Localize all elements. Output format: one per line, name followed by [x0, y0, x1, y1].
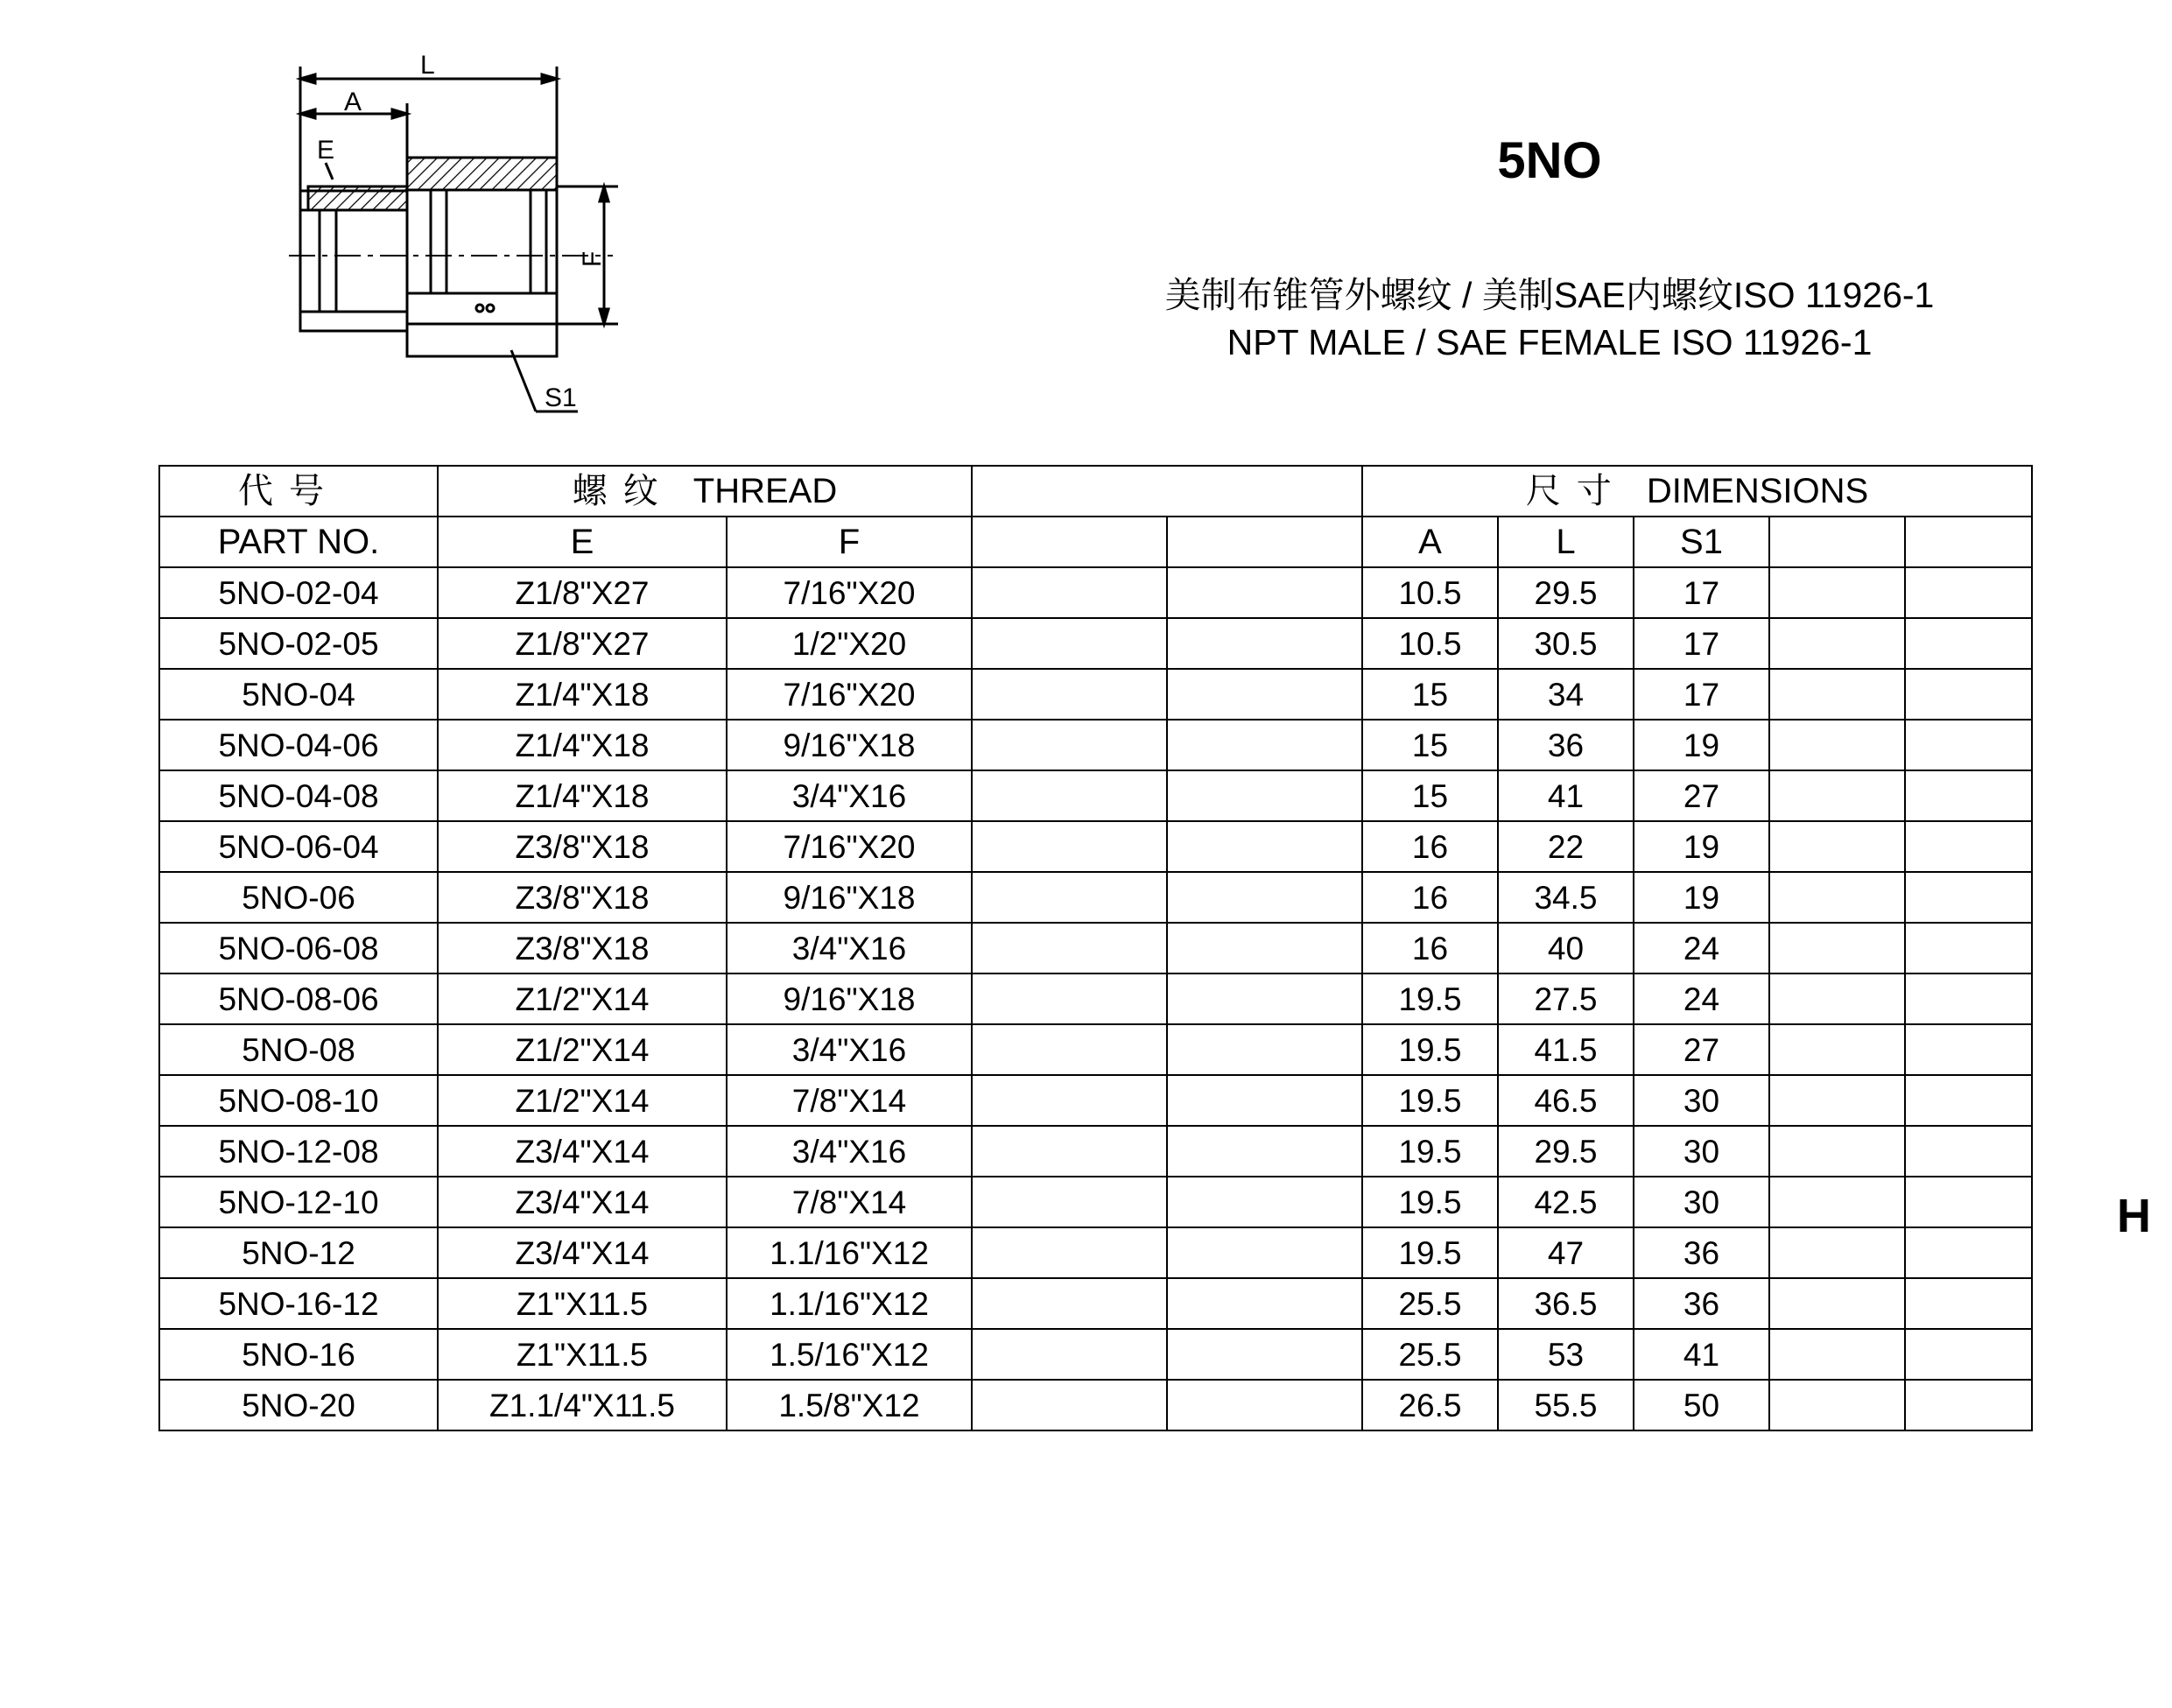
table-header-row-1 — [159, 466, 2032, 517]
cell-empty — [1769, 720, 1905, 770]
cell-empty — [972, 770, 1167, 821]
cell-empty — [1167, 1075, 1362, 1126]
cell-empty — [1905, 923, 2032, 973]
cell-part: 5NO-02-05 — [159, 618, 438, 669]
cell-a: 16 — [1362, 923, 1498, 973]
cell-empty — [1167, 1177, 1362, 1227]
table-row — [159, 1329, 2032, 1380]
cell-empty — [1769, 1075, 1905, 1126]
cell-empty — [1167, 923, 1362, 973]
subtitle-english: NPT MALE / SAE FEMALE ISO 11926-1 — [1227, 322, 1873, 362]
cell-f: 1.5/8"X12 — [727, 1380, 972, 1430]
cell-e: Z1/4"X18 — [438, 669, 727, 720]
cell-f: 3/4"X16 — [727, 1126, 972, 1177]
cell-f: 7/16"X20 — [727, 567, 972, 618]
cell-empty — [1769, 1329, 1905, 1380]
cell-s1: 24 — [1634, 973, 1769, 1024]
cell-empty — [1167, 1024, 1362, 1075]
cell-empty — [1905, 1126, 2032, 1177]
cell-f: 7/16"X20 — [727, 669, 972, 720]
cell-empty — [972, 872, 1167, 923]
table-row — [159, 1177, 2032, 1227]
cell-s1: 19 — [1634, 821, 1769, 872]
cell-empty — [972, 973, 1167, 1024]
cell-empty — [1769, 1177, 1905, 1227]
cell-empty — [972, 1126, 1167, 1177]
cell-f: 3/4"X16 — [727, 923, 972, 973]
cell-s1: 30 — [1634, 1126, 1769, 1177]
cell-a: 26.5 — [1362, 1380, 1498, 1430]
cell-empty — [1167, 1380, 1362, 1430]
cell-l: 42.5 — [1498, 1177, 1634, 1227]
cell-empty — [1905, 821, 2032, 872]
cell-e: Z3/8"X18 — [438, 872, 727, 923]
cell-a: 10.5 — [1362, 618, 1498, 669]
cell-part: 5NO-12-08 — [159, 1126, 438, 1177]
table-row — [159, 1024, 2032, 1075]
cell-l: 36 — [1498, 720, 1634, 770]
cell-l: 34.5 — [1498, 872, 1634, 923]
cell-l: 46.5 — [1498, 1075, 1634, 1126]
cell-e: Z3/4"X14 — [438, 1227, 727, 1278]
cell-part: 5NO-16 — [159, 1329, 438, 1380]
cell-l: 40 — [1498, 923, 1634, 973]
cell-empty — [1769, 567, 1905, 618]
cell-l: 22 — [1498, 821, 1634, 872]
header-f: F — [727, 517, 972, 567]
cell-empty — [1769, 1126, 1905, 1177]
cell-f: 9/16"X18 — [727, 872, 972, 923]
table-row — [159, 1278, 2032, 1329]
cell-s1: 19 — [1634, 720, 1769, 770]
cell-l: 29.5 — [1498, 567, 1634, 618]
cell-a: 15 — [1362, 770, 1498, 821]
cell-s1: 36 — [1634, 1227, 1769, 1278]
cell-a: 25.5 — [1362, 1278, 1498, 1329]
cell-l: 27.5 — [1498, 973, 1634, 1024]
cell-a: 16 — [1362, 872, 1498, 923]
cell-s1: 17 — [1634, 567, 1769, 618]
table-row — [159, 1380, 2032, 1430]
cell-a: 19.5 — [1362, 1126, 1498, 1177]
cell-f: 7/8"X14 — [727, 1177, 972, 1227]
cell-a: 16 — [1362, 821, 1498, 872]
cell-f: 1/2"X20 — [727, 618, 972, 669]
cell-part: 5NO-12-10 — [159, 1177, 438, 1227]
cell-empty — [972, 1075, 1167, 1126]
cell-e: Z1/4"X18 — [438, 770, 727, 821]
cell-part: 5NO-06 — [159, 872, 438, 923]
cell-f: 7/8"X14 — [727, 1075, 972, 1126]
cell-empty — [1905, 720, 2032, 770]
table-row — [159, 567, 2032, 618]
subtitle-chinese: 美制布锥管外螺纹 / 美制SAE内螺纹ISO 11926-1 — [1164, 275, 1935, 315]
header-empty-c — [1769, 517, 1905, 567]
cell-empty — [1905, 872, 2032, 923]
cell-part: 5NO-04-08 — [159, 770, 438, 821]
cell-empty — [972, 821, 1167, 872]
cell-part: 5NO-08-10 — [159, 1075, 438, 1126]
header-s1: S1 — [1634, 517, 1769, 567]
cell-empty — [1167, 872, 1362, 923]
cell-empty — [1905, 618, 2032, 669]
cell-empty — [972, 720, 1167, 770]
cell-e: Z1.1/4"X11.5 — [438, 1380, 727, 1430]
cell-empty — [1769, 1278, 1905, 1329]
cell-empty — [972, 567, 1167, 618]
cell-empty — [1905, 669, 2032, 720]
cell-empty — [1167, 1278, 1362, 1329]
cell-s1: 30 — [1634, 1177, 1769, 1227]
cell-f: 3/4"X16 — [727, 770, 972, 821]
cell-l: 47 — [1498, 1227, 1634, 1278]
cell-f: 7/16"X20 — [727, 821, 972, 872]
cell-empty — [972, 1380, 1167, 1430]
drawing-label-e: E — [317, 136, 335, 165]
cell-e: Z1/2"X14 — [438, 1075, 727, 1126]
cell-f: 3/4"X16 — [727, 1024, 972, 1075]
cell-e: Z3/8"X18 — [438, 821, 727, 872]
cell-a: 19.5 — [1362, 973, 1498, 1024]
header-part-cn: 代号 — [159, 466, 438, 517]
cell-empty — [1167, 669, 1362, 720]
cell-empty — [1769, 618, 1905, 669]
cell-e: Z1/2"X14 — [438, 1024, 727, 1075]
cell-empty — [1167, 1227, 1362, 1278]
cell-a: 15 — [1362, 669, 1498, 720]
cell-empty — [1769, 669, 1905, 720]
dimensions-table — [158, 465, 2033, 1431]
cell-empty — [1769, 973, 1905, 1024]
cell-empty — [1905, 1227, 2032, 1278]
cell-part: 5NO-04 — [159, 669, 438, 720]
cell-empty — [1769, 923, 1905, 973]
cell-e: Z1/8"X27 — [438, 618, 727, 669]
table-row — [159, 770, 2032, 821]
header-a: A — [1362, 517, 1498, 567]
cell-part: 5NO-04-06 — [159, 720, 438, 770]
cell-empty — [1905, 973, 2032, 1024]
cell-s1: 19 — [1634, 872, 1769, 923]
cell-s1: 50 — [1634, 1380, 1769, 1430]
table-row — [159, 1126, 2032, 1177]
cell-empty — [1167, 1126, 1362, 1177]
cell-a: 10.5 — [1362, 567, 1498, 618]
cell-e: Z1/2"X14 — [438, 973, 727, 1024]
cell-a: 25.5 — [1362, 1329, 1498, 1380]
cell-empty — [1905, 1380, 2032, 1430]
cell-s1: 27 — [1634, 1024, 1769, 1075]
section-letter: H — [2117, 1190, 2151, 1242]
cell-l: 30.5 — [1498, 618, 1634, 669]
header-empty-b — [1167, 517, 1362, 567]
cell-part: 5NO-08 — [159, 1024, 438, 1075]
cell-e: Z3/8"X18 — [438, 923, 727, 973]
header-empty — [972, 466, 1362, 517]
cell-part: 5NO-12 — [159, 1227, 438, 1278]
cell-empty — [972, 1177, 1167, 1227]
cell-empty — [1167, 973, 1362, 1024]
cell-part: 5NO-08-06 — [159, 973, 438, 1024]
table-row — [159, 821, 2032, 872]
cell-l: 29.5 — [1498, 1126, 1634, 1177]
drawing-label-s1: S1 — [545, 383, 577, 412]
cell-part: 5NO-06-04 — [159, 821, 438, 872]
cell-empty — [1769, 770, 1905, 821]
cell-a: 19.5 — [1362, 1227, 1498, 1278]
cell-empty — [972, 923, 1167, 973]
cell-empty — [1167, 567, 1362, 618]
cell-f: 1.5/16"X12 — [727, 1329, 972, 1380]
cell-empty — [1769, 821, 1905, 872]
cell-part: 5NO-20 — [159, 1380, 438, 1430]
header-empty-a — [972, 517, 1167, 567]
cell-f: 9/16"X18 — [727, 720, 972, 770]
cell-s1: 36 — [1634, 1278, 1769, 1329]
table-row — [159, 669, 2032, 720]
table-row — [159, 1075, 2032, 1126]
cell-l: 41 — [1498, 770, 1634, 821]
table-row — [159, 720, 2032, 770]
cell-l: 55.5 — [1498, 1380, 1634, 1430]
header-e: E — [438, 517, 727, 567]
cell-f: 9/16"X18 — [727, 973, 972, 1024]
drawing-label-l: L — [420, 51, 435, 80]
fitting-technical-drawing — [263, 44, 648, 429]
cell-s1: 41 — [1634, 1329, 1769, 1380]
cell-l: 36.5 — [1498, 1278, 1634, 1329]
table-row — [159, 872, 2032, 923]
cell-a: 15 — [1362, 720, 1498, 770]
cell-empty — [1769, 1380, 1905, 1430]
cell-s1: 17 — [1634, 669, 1769, 720]
cell-empty — [972, 618, 1167, 669]
cell-empty — [1769, 872, 1905, 923]
cell-empty — [1167, 821, 1362, 872]
cell-e: Z1/8"X27 — [438, 567, 727, 618]
cell-a: 19.5 — [1362, 1075, 1498, 1126]
cell-f: 1.1/16"X12 — [727, 1278, 972, 1329]
cell-empty — [972, 1024, 1167, 1075]
cell-empty — [1905, 1075, 2032, 1126]
table-row — [159, 1227, 2032, 1278]
cell-e: Z3/4"X14 — [438, 1126, 727, 1177]
cell-empty — [1167, 618, 1362, 669]
cell-empty — [1905, 770, 2032, 821]
page-title: 5NO — [1497, 132, 1602, 189]
cell-empty — [1167, 1329, 1362, 1380]
cell-e: Z1"X11.5 — [438, 1278, 727, 1329]
cell-empty — [1167, 770, 1362, 821]
header-l: L — [1498, 517, 1634, 567]
table-row — [159, 923, 2032, 973]
cell-empty — [972, 1329, 1167, 1380]
header-part-en: PART NO. — [159, 517, 438, 567]
cell-s1: 30 — [1634, 1075, 1769, 1126]
cell-empty — [1769, 1024, 1905, 1075]
cell-empty — [1167, 720, 1362, 770]
cell-empty — [1905, 567, 2032, 618]
table-header-row-2 — [159, 517, 2032, 567]
cell-empty — [972, 669, 1167, 720]
table-row — [159, 618, 2032, 669]
drawing-label-f: F — [578, 250, 607, 268]
cell-empty — [1905, 1024, 2032, 1075]
cell-empty — [972, 1278, 1167, 1329]
header-thread: 螺纹 THREAD — [438, 466, 972, 517]
cell-part: 5NO-06-08 — [159, 923, 438, 973]
drawing-label-a: A — [344, 88, 362, 116]
header-empty-d — [1905, 517, 2032, 567]
cell-e: Z1/4"X18 — [438, 720, 727, 770]
cell-empty — [972, 1227, 1167, 1278]
cell-l: 53 — [1498, 1329, 1634, 1380]
cell-s1: 24 — [1634, 923, 1769, 973]
cell-part: 5NO-16-12 — [159, 1278, 438, 1329]
cell-l: 34 — [1498, 669, 1634, 720]
cell-s1: 17 — [1634, 618, 1769, 669]
cell-f: 1.1/16"X12 — [727, 1227, 972, 1278]
cell-a: 19.5 — [1362, 1024, 1498, 1075]
cell-s1: 27 — [1634, 770, 1769, 821]
cell-empty — [1769, 1227, 1905, 1278]
cell-e: Z3/4"X14 — [438, 1177, 727, 1227]
header-dimensions: 尺寸 DIMENSIONS — [1362, 466, 2032, 517]
cell-part: 5NO-02-04 — [159, 567, 438, 618]
cell-empty — [1905, 1329, 2032, 1380]
cell-empty — [1905, 1278, 2032, 1329]
table-row — [159, 973, 2032, 1024]
cell-e: Z1"X11.5 — [438, 1329, 727, 1380]
cell-empty — [1905, 1177, 2032, 1227]
cell-a: 19.5 — [1362, 1177, 1498, 1227]
cell-l: 41.5 — [1498, 1024, 1634, 1075]
